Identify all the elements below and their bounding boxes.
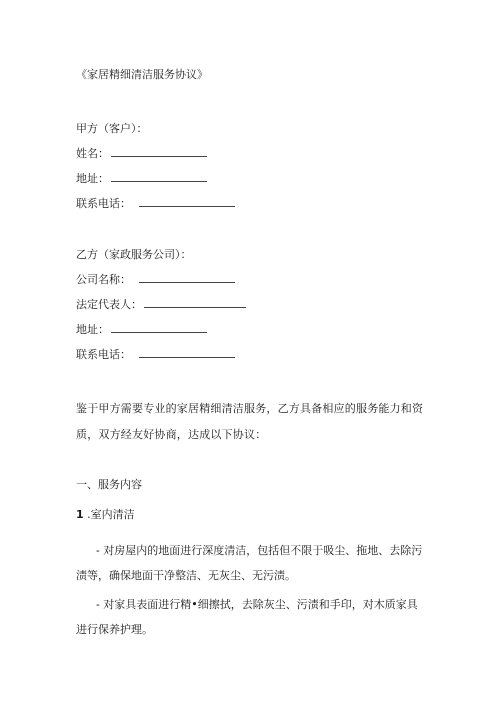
party-b-representative-field[interactable] [144,297,246,308]
party-b-representative-row [76,297,246,311]
party-b-company-row [76,272,235,286]
party-a-phone-field[interactable] [139,196,235,207]
party-a-heading: 甲方（客户）： [76,122,148,135]
party-a-address-label: 地址： [76,172,109,185]
party-b-representative-label: 法定代表人： [76,298,142,311]
section-1-sub-number: 1 [76,508,84,521]
party-b-phone-label: 联系电话： [76,348,131,361]
document-title: 《家居精细清洁服务协议》 [76,68,208,81]
party-a-name-label: 姓名： [76,147,109,160]
party-a-address-row [76,171,207,185]
section-1-sub-title: .室内清洁 [87,508,135,521]
party-a-name-field[interactable] [111,146,207,157]
party-a-phone-label: 联系电话： [76,197,131,210]
section-1-subheading [76,508,135,521]
preamble-paragraph: 鉴于甲方需要专业的家居精细清洁服务，乙方具备相应的服务能力和资质，双方经友好协商，达成以下协议： [76,402,424,441]
party-a-phone-row [76,196,235,210]
section-1-heading: 一、服务内容 [76,478,142,491]
party-b-address-label: 地址： [76,323,109,336]
service-item: - 对房屋内的地面进行深度清洁，包括但不限于吸尘、拖地、去除污渍等，确保地面干净整洁、无灰尘、无污渍。 [76,544,423,582]
party-a-address-field[interactable] [111,171,207,182]
party-b-company-field[interactable] [139,272,235,283]
service-item: - 对家具表面进行精•细擦拭，去除灰尘、污渍和手印，对木质家具进行保养护理。 [76,598,418,636]
party-b-address-row [76,322,207,336]
party-b-heading: 乙方（家政服务公司）： [76,248,192,261]
party-b-company-label: 公司名称： [76,273,131,286]
party-b-phone-field[interactable] [139,347,235,358]
party-b-address-field[interactable] [111,322,207,333]
party-a-name-row [76,146,207,160]
party-b-phone-row [76,347,235,361]
